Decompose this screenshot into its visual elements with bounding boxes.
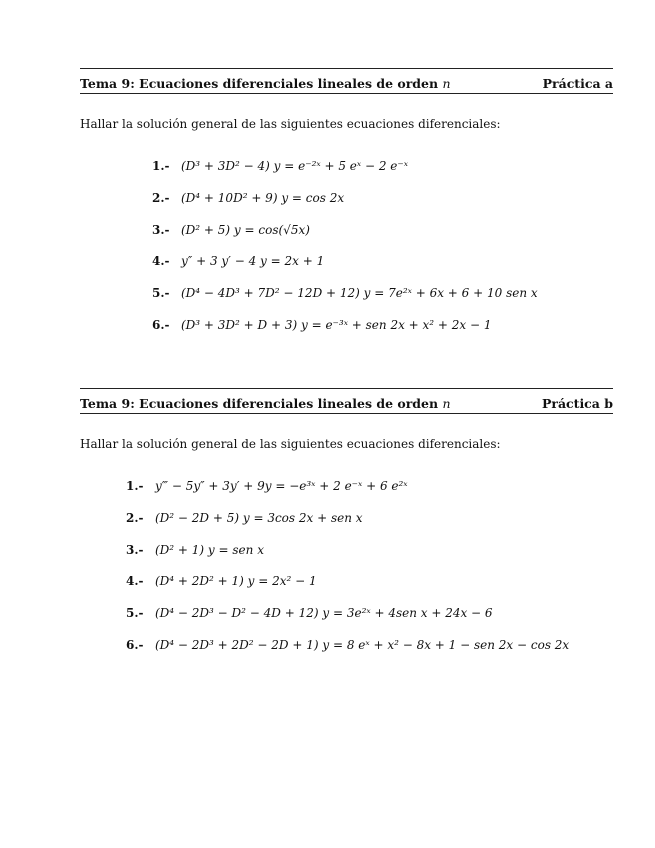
exercise-item [80, 223, 613, 255]
practice-sheet-b [80, 388, 613, 670]
exercise-equation: y‴ − 5y″ + 3y′ + 9y = −e³ˣ + 2 e⁻ˣ + 6 e²ˣ [155, 479, 408, 493]
sheet-header [80, 69, 613, 94]
exercise-number: 5.- [152, 286, 170, 301]
exercise-item [80, 574, 613, 606]
practice-sheet-a [80, 68, 613, 350]
header-label: Práctica b [541, 396, 613, 411]
exercise-equation: y″ + 3 y′ − 4 y = 2x + 1 [181, 254, 325, 269]
exercise-number: 1.- [126, 479, 144, 493]
exercise-list [80, 159, 613, 350]
exercise-item [80, 191, 613, 223]
exercise-item [80, 159, 613, 191]
header-title-group [80, 396, 451, 411]
header-variable: n [442, 396, 451, 411]
exercise-number: 3.- [126, 542, 144, 557]
exercise-equation: (D⁴ + 2D² + 1) y = 2x² − 1 [155, 574, 317, 589]
header-label: Práctica a [542, 76, 613, 91]
exercise-item [80, 606, 613, 638]
exercise-number: 2.- [126, 510, 144, 525]
exercise-number: 3.- [152, 222, 170, 237]
instruction-text: Hallar la solución general de las siguientes ecuaciones diferenciales: [80, 437, 501, 451]
sheet-header [80, 389, 613, 414]
exercise-equation: (D⁴ − 4D³ + 7D² − 12D + 12) y = 7e²ˣ + 6x + 6 + 10 sen x [181, 286, 538, 301]
exercise-item [80, 318, 613, 350]
exercise-equation: (D⁴ − 2D³ − D² − 4D + 12) y = 3e²ˣ + 4sen x + 24x − 6 [155, 606, 493, 621]
exercise-number: 6.- [126, 637, 144, 652]
exercise-number: 6.- [152, 317, 170, 332]
exercise-equation: (D⁴ + 10D² + 9) y = cos 2x [181, 190, 345, 205]
exercise-item [80, 254, 613, 286]
exercise-list [80, 479, 613, 670]
exercise-equation: (D² + 1) y = sen x [155, 542, 264, 557]
exercise-number: 1.- [152, 159, 170, 173]
exercise-item [80, 479, 613, 511]
exercise-number: 2.- [152, 190, 170, 205]
exercise-number: 4.- [126, 574, 144, 589]
exercise-equation: (D² + 5) y = cos(√5x) [181, 222, 310, 237]
exercise-item [80, 511, 613, 543]
exercise-equation: (D⁴ − 2D³ + 2D² − 2D + 1) y = 8 eˣ + x² − 8x + 1 − sen 2x − cos 2x [155, 637, 570, 652]
exercise-equation: (D³ + 3D² − 4) y = e⁻²ˣ + 5 eˣ − 2 e⁻ˣ [181, 159, 408, 173]
exercise-item [80, 638, 613, 670]
instruction-text: Hallar la solución general de las siguientes ecuaciones diferenciales: [80, 117, 501, 131]
exercise-number: 5.- [126, 606, 144, 621]
header-title: Tema 9: Ecuaciones diferenciales lineales de orden [80, 76, 439, 91]
exercise-equation: (D² − 2D + 5) y = 3cos 2x + sen x [155, 510, 363, 525]
exercise-item [80, 543, 613, 575]
exercise-equation: (D³ + 3D² + D + 3) y = e⁻³ˣ + sen 2x + x² + 2x − 1 [181, 317, 492, 332]
exercise-number: 4.- [152, 254, 170, 269]
header-title-group [80, 76, 451, 91]
exercise-item [80, 286, 613, 318]
header-variable: n [442, 76, 451, 91]
header-title: Tema 9: Ecuaciones diferenciales lineales de orden [80, 396, 439, 411]
